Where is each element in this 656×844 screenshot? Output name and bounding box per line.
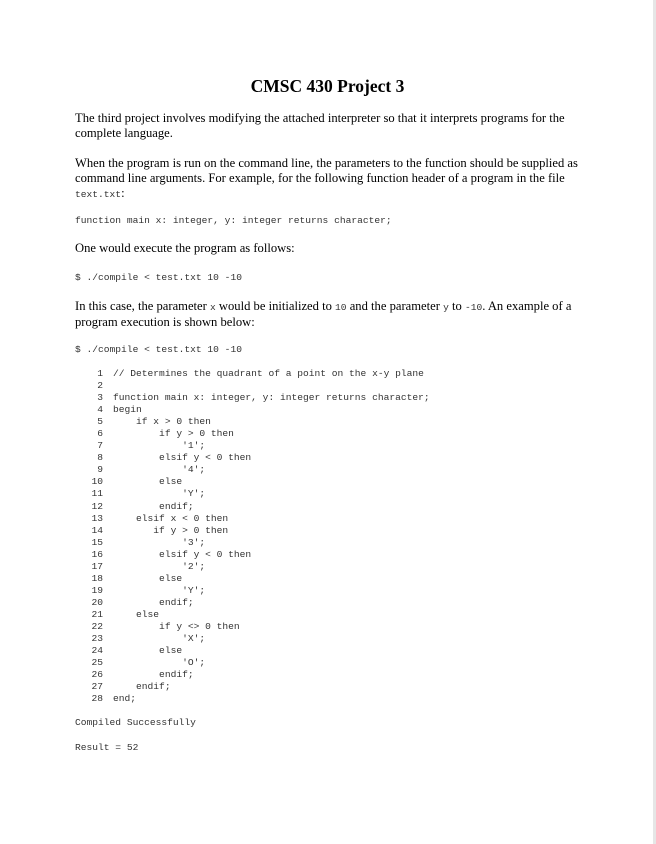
function-header-code: function main x: integer, y: integer returns character;	[75, 215, 392, 226]
code-listing	[75, 368, 495, 705]
code-text: 'Y';	[113, 488, 206, 500]
code-line	[75, 693, 495, 705]
command-execution: $ ./compile < test.txt 10 -10	[75, 344, 242, 355]
line-number: 5	[97, 416, 103, 428]
code-line	[75, 645, 495, 657]
line-number: 20	[91, 596, 103, 608]
line-number: 7	[97, 440, 103, 452]
code-text: if y > 0 then	[113, 428, 234, 440]
code-line	[75, 561, 495, 573]
execute-paragraph: One would execute the program as follows:	[75, 241, 295, 255]
code-text: endif;	[113, 596, 194, 608]
parameters-text-4: to	[452, 299, 462, 313]
code-line	[75, 657, 495, 669]
line-number: 4	[97, 404, 103, 416]
code-line	[75, 585, 495, 597]
code-text: elsif x < 0 then	[113, 512, 229, 524]
line-number: 27	[91, 681, 103, 693]
code-text: 'Y';	[113, 584, 206, 596]
code-line	[75, 380, 495, 392]
code-text: begin	[113, 404, 142, 416]
code-text: else	[113, 645, 183, 657]
code-line	[75, 428, 495, 440]
code-text: elsif y < 0 then	[113, 548, 252, 560]
line-number: 11	[91, 488, 103, 500]
code-text: // Determines the quadrant of a point on the x-y plane	[113, 368, 424, 379]
code-line	[75, 404, 495, 416]
line-number: 10	[91, 476, 103, 488]
file-name: text.txt	[75, 189, 122, 200]
code-text: elsif y < 0 then	[113, 452, 252, 464]
line-number: 24	[91, 645, 103, 657]
line-number: 18	[91, 572, 103, 584]
code-line	[75, 549, 495, 561]
code-line	[75, 681, 495, 693]
arguments-text: When the program is run on the command line, the parameters to the function should be supplied as command line arguments. For example, for the following function header of a program in the file	[75, 156, 578, 185]
result-message: Result = 52	[75, 742, 139, 753]
code-text: '1';	[113, 440, 206, 452]
line-number: 23	[91, 633, 103, 645]
code-line	[75, 440, 495, 452]
code-text: endif;	[113, 669, 194, 681]
line-number: 16	[91, 548, 103, 560]
line-number: 21	[91, 608, 103, 620]
line-number: 25	[91, 657, 103, 669]
line-number: 13	[91, 512, 103, 524]
code-line	[75, 476, 495, 488]
code-line	[75, 513, 495, 525]
line-number: 12	[91, 500, 103, 512]
arguments-colon: :	[121, 186, 125, 200]
code-line	[75, 368, 495, 380]
code-line	[75, 392, 495, 404]
code-line	[75, 452, 495, 464]
code-text: '4';	[113, 464, 206, 476]
code-text: endif;	[113, 681, 171, 693]
code-line	[75, 669, 495, 681]
parameters-text-2: would be initialized to	[218, 299, 332, 313]
compiled-message: Compiled Successfully	[75, 717, 196, 728]
code-text: else	[113, 476, 183, 488]
line-number: 28	[91, 693, 103, 705]
code-line	[75, 416, 495, 428]
code-line	[75, 488, 495, 500]
line-number: 17	[91, 560, 103, 572]
code-line	[75, 597, 495, 609]
line-number: 9	[97, 464, 103, 476]
parameters-text-5: . An example of a program execution is shown below:	[75, 299, 572, 329]
code-text: 'X';	[113, 633, 206, 645]
code-line	[75, 525, 495, 537]
code-text: else	[113, 608, 160, 620]
code-line	[75, 501, 495, 513]
line-number: 8	[97, 452, 103, 464]
line-number: 1	[97, 368, 103, 379]
line-number: 3	[97, 392, 103, 404]
line-number: 26	[91, 669, 103, 681]
line-number: 19	[91, 584, 103, 596]
code-text: endif;	[113, 500, 194, 512]
arguments-paragraph	[75, 156, 580, 202]
code-line	[75, 464, 495, 476]
line-number: 15	[91, 536, 103, 548]
parameters-paragraph	[75, 299, 580, 330]
code-text: if y <> 0 then	[113, 620, 240, 632]
value-neg-10: -10	[464, 302, 483, 313]
line-number: 6	[97, 428, 103, 440]
code-text: else	[113, 572, 183, 584]
line-number: 2	[97, 380, 103, 392]
param-y: y	[443, 302, 449, 313]
line-number: 22	[91, 620, 103, 632]
code-text: end;	[113, 693, 137, 705]
code-text: '3';	[113, 536, 206, 548]
code-line	[75, 573, 495, 585]
code-line	[75, 633, 495, 645]
line-number: 14	[91, 524, 103, 536]
code-line	[75, 537, 495, 549]
value-10: 10	[335, 302, 347, 313]
code-text: '2';	[113, 560, 206, 572]
intro-paragraph: The third project involves modifying the attached interpreter so that it interprets programs for the complete language.	[75, 111, 565, 140]
parameters-text-3: and the parameter	[349, 299, 440, 313]
page-title: CMSC 430 Project 3	[250, 76, 405, 96]
code-text: function main x: integer, y: integer returns character;	[113, 392, 430, 404]
command-example: $ ./compile < test.txt 10 -10	[75, 272, 242, 283]
code-line	[75, 621, 495, 633]
parameters-text-1: In this case, the parameter	[75, 299, 207, 313]
code-line	[75, 609, 495, 621]
code-text: 'O';	[113, 657, 206, 669]
code-text: if x > 0 then	[113, 416, 211, 428]
code-text: if y > 0 then	[113, 524, 229, 536]
param-x: x	[209, 302, 216, 313]
